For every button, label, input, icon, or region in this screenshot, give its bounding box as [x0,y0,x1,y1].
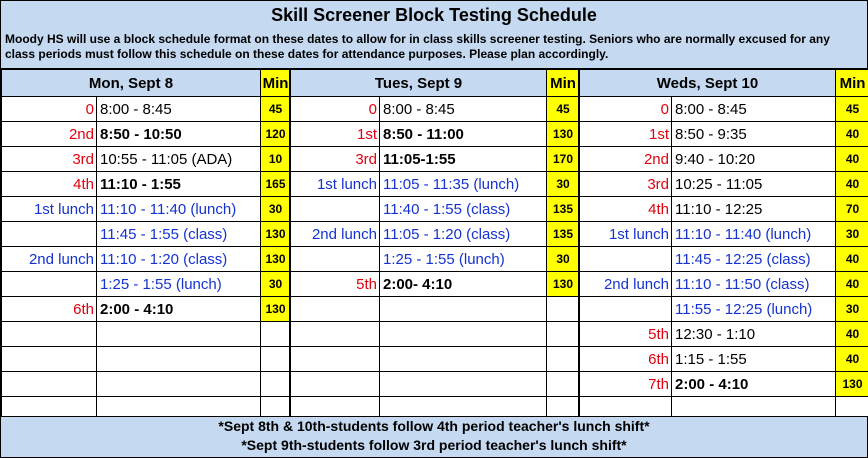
minutes-cell: 40 [836,122,868,147]
schedule-row [291,122,580,147]
time-range: 11:40 - 1:55 (class) [380,197,547,222]
schedule-row [2,347,291,372]
time-range: 9:40 - 10:20 [672,147,836,172]
period-label: 1st lunch [580,222,672,247]
time-range: 8:50 - 9:35 [672,122,836,147]
period-label [580,247,672,272]
time-range: 11:10 - 11:40 (lunch) [672,222,836,247]
minutes-cell: 30 [836,222,868,247]
period-label: 1st lunch [291,172,380,197]
schedule-row [291,222,580,247]
minutes-cell: 40 [836,147,868,172]
minutes-cell: 45 [836,97,868,122]
period-label: 3rd [2,147,97,172]
schedule-row [580,272,868,297]
schedule-row [291,97,580,122]
period-label: 1st [580,122,672,147]
time-range: 8:00 - 8:45 [97,97,261,122]
schedule-row [2,297,291,322]
period-label: 3rd [580,172,672,197]
period-label [2,347,97,372]
period-label [2,222,97,247]
time-range: 10:25 - 11:05 [672,172,836,197]
time-range: 11:45 - 1:55 (class) [97,222,261,247]
minutes-cell: 40 [836,247,868,272]
period-label [291,347,380,372]
period-label: 3rd [291,147,380,172]
minutes-cell: 40 [836,272,868,297]
min-header: Min [261,70,291,97]
schedule-row [2,247,291,272]
time-range: 11:05 - 1:20 (class) [380,222,547,247]
period-label: 0 [291,97,380,122]
day-header: Mon, Sept 8 [2,70,261,97]
period-label: 7th [580,372,672,397]
period-label [291,297,380,322]
minutes-cell: 165 [261,172,291,197]
schedule-row [291,147,580,172]
minutes-cell: 45 [547,97,580,122]
period-label: 1st lunch [2,197,97,222]
minutes-cell: 45 [261,97,291,122]
period-label: 4th [2,172,97,197]
minutes-cell [261,372,291,397]
time-range: 8:50 - 10:50 [97,122,261,147]
schedule-row [580,322,868,347]
time-range: 2:00- 4:10 [380,272,547,297]
minutes-cell: 135 [547,197,580,222]
time-range: 8:00 - 8:45 [380,97,547,122]
minutes-cell: 30 [836,297,868,322]
minutes-cell: 10 [261,147,291,172]
minutes-cell: 30 [261,272,291,297]
period-label [2,272,97,297]
time-range: 1:25 - 1:55 (lunch) [97,272,261,297]
minutes-cell [547,297,580,322]
period-label [2,372,97,397]
period-label: 6th [2,297,97,322]
time-range: 11:10 - 1:55 [97,172,261,197]
time-range: 11:55 - 12:25 (lunch) [672,297,836,322]
schedule-row [2,372,291,397]
minutes-cell: 130 [836,372,868,397]
time-range: 11:10 - 1:20 (class) [97,247,261,272]
period-label: 0 [2,97,97,122]
minutes-cell: 130 [547,272,580,297]
schedule-row [291,272,580,297]
period-label [291,197,380,222]
schedule-row [580,372,868,397]
day-header: Weds, Sept 10 [580,70,836,97]
minutes-cell: 40 [836,322,868,347]
footer-note: *Sept 8th & 10th-students follow 4th period teacher's lunch shift* [218,418,650,434]
period-label: 2nd lunch [291,222,380,247]
period-label [2,322,97,347]
schedule-row [2,97,291,122]
minutes-cell: 130 [261,222,291,247]
time-range: 11:45 - 12:25 (class) [672,247,836,272]
min-header: Min [547,70,580,97]
day-panel-wed [578,68,868,423]
time-range: 2:00 - 4:10 [97,297,261,322]
schedule-row [2,172,291,197]
schedule-row [291,197,580,222]
minutes-cell [547,372,580,397]
minutes-cell: 135 [547,222,580,247]
time-range [380,322,547,347]
time-range: 8:00 - 8:45 [672,97,836,122]
time-range: 12:30 - 1:10 [672,322,836,347]
minutes-cell: 40 [836,172,868,197]
minutes-cell [261,322,291,347]
time-range: 1:15 - 1:55 [672,347,836,372]
minutes-cell: 130 [547,122,580,147]
time-range: 1:25 - 1:55 (lunch) [380,247,547,272]
schedule-row [2,197,291,222]
schedule-row [291,172,580,197]
schedule-row [2,122,291,147]
time-range: 8:50 - 11:00 [380,122,547,147]
schedule-row [580,122,868,147]
schedule-row [580,147,868,172]
time-range: 2:00 - 4:10 [672,372,836,397]
schedule-row [580,97,868,122]
schedule-row [580,197,868,222]
footer-note: *Sept 9th-students follow 3rd period teacher's lunch shift* [241,437,627,453]
day-panel-tue [289,68,578,423]
period-label [291,247,380,272]
day-panel-mon [0,68,289,423]
time-range [97,322,261,347]
schedule-row [580,247,868,272]
time-range: 11:10 - 11:40 (lunch) [97,197,261,222]
time-range [380,372,547,397]
period-label: 5th [291,272,380,297]
schedule-row [580,222,868,247]
schedule-row [291,297,580,322]
min-header: Min [836,70,868,97]
period-label: 2nd [2,122,97,147]
minutes-cell: 30 [547,172,580,197]
minutes-cell: 70 [836,197,868,222]
schedule-row [291,247,580,272]
minutes-cell: 30 [547,247,580,272]
schedule-row [580,347,868,372]
schedule-row [2,222,291,247]
time-range: 11:10 - 12:25 [672,197,836,222]
period-label: 1st [291,122,380,147]
minutes-cell: 120 [261,122,291,147]
minutes-cell: 170 [547,147,580,172]
schedule-row [291,372,580,397]
schedule-row [2,322,291,347]
minutes-cell: 130 [261,247,291,272]
period-label: 2nd lunch [2,247,97,272]
time-range: 11:05-1:55 [380,147,547,172]
time-range: 11:05 - 11:35 (lunch) [380,172,547,197]
time-range [97,372,261,397]
time-range [380,347,547,372]
period-label: 6th [580,347,672,372]
intro-note: Moody HS will use a block schedule format on these dates to allow for in class skills screener testing. Seniors who are normally excused for any class periods must follow this schedule on these dates for attendance purposes. Please plan accordingly. [0,29,868,68]
page-title: Skill Screener Block Testing Schedule [0,0,868,30]
period-label [580,297,672,322]
period-label: 2nd lunch [580,272,672,297]
time-range: 11:10 - 11:50 (class) [672,272,836,297]
minutes-cell [547,322,580,347]
minutes-cell [547,347,580,372]
schedule-row [2,147,291,172]
period-label: 5th [580,322,672,347]
schedule-row [2,272,291,297]
time-range [380,297,547,322]
minutes-cell: 30 [261,197,291,222]
footer-notes [0,416,868,458]
minutes-cell: 130 [261,297,291,322]
time-range [97,347,261,372]
schedule-row [291,322,580,347]
schedule-row [580,172,868,197]
schedule-row [291,347,580,372]
time-range: 10:55 - 11:05 (ADA) [97,147,261,172]
day-header: Tues, Sept 9 [291,70,547,97]
period-label [291,322,380,347]
period-label: 4th [580,197,672,222]
minutes-cell [261,347,291,372]
period-label: 0 [580,97,672,122]
minutes-cell: 40 [836,347,868,372]
period-label: 2nd [580,147,672,172]
schedule-row [580,297,868,322]
period-label [291,372,380,397]
